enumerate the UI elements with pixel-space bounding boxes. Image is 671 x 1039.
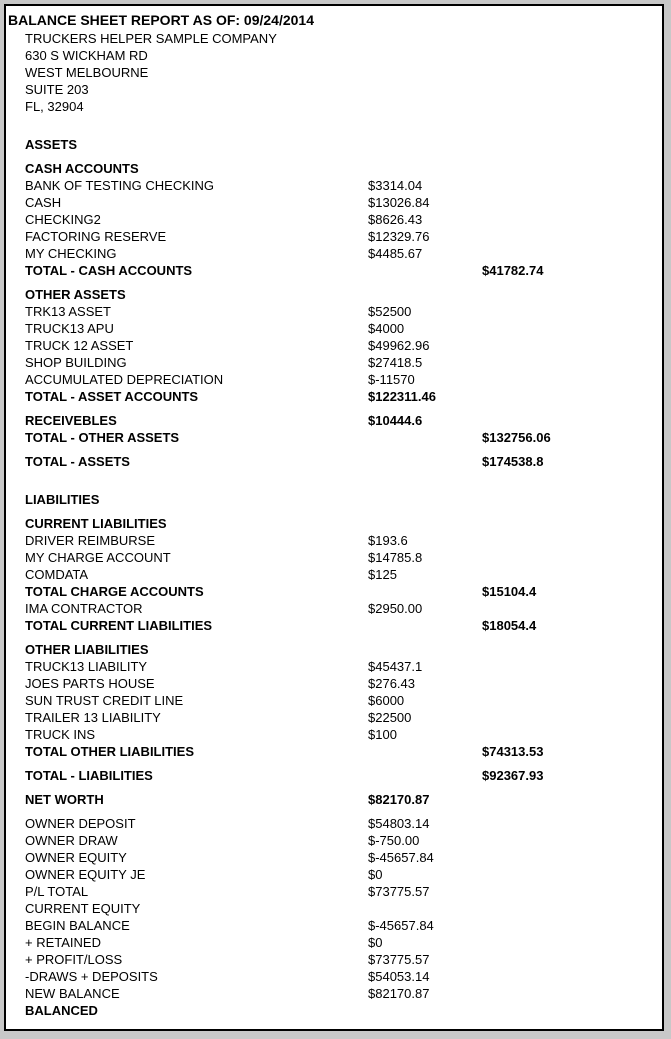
report-row — [6, 532, 662, 549]
row-value-col1: $125 — [368, 567, 397, 582]
report-row — [6, 917, 662, 934]
row-value-col1: $0 — [368, 867, 383, 882]
row-value-col2: $74313.53 — [482, 744, 544, 759]
report-row — [6, 658, 662, 675]
section-group — [6, 815, 662, 1019]
row-value-col1: $73775.57 — [368, 884, 430, 899]
row-value-col1: $193.6 — [368, 533, 408, 548]
row-label: OWNER DRAW — [25, 833, 118, 848]
report-row — [6, 968, 662, 985]
address-line-2: 630 S WICKHAM RD — [25, 48, 148, 63]
section-cash-accounts — [6, 160, 662, 279]
row-label: SUN TRUST CREDIT LINE — [25, 693, 184, 708]
report-row — [6, 1002, 662, 1019]
report-row — [6, 617, 662, 634]
row-value-col1: $100 — [368, 727, 397, 742]
report-row — [6, 600, 662, 617]
report-row — [6, 726, 662, 743]
row-value-col1: $-11570 — [368, 372, 415, 387]
report-row — [6, 429, 662, 446]
row-label: TOTAL CHARGE ACCOUNTS — [25, 584, 204, 599]
row-label: TRUCK 12 ASSET — [25, 338, 134, 353]
report-row — [6, 709, 662, 726]
row-label: TOTAL - ASSETS — [25, 454, 130, 469]
section-group — [6, 791, 662, 808]
report-row — [6, 549, 662, 566]
report-row — [6, 388, 662, 405]
section-group — [6, 412, 662, 446]
row-label: OWNER DEPOSIT — [25, 816, 136, 831]
row-label: OWNER EQUITY JE — [25, 867, 146, 882]
row-value-col1: $-750.00 — [368, 833, 420, 848]
row-value-col1: $52500 — [368, 304, 412, 319]
row-label: TOTAL - LIABILITIES — [25, 768, 153, 783]
report-row — [6, 692, 662, 709]
row-value-col2: $18054.4 — [482, 618, 537, 633]
row-value-col1: $54803.14 — [368, 816, 430, 831]
row-label: MY CHARGE ACCOUNT — [25, 550, 171, 565]
report-row — [6, 228, 662, 245]
report-row — [6, 832, 662, 849]
row-value-col1: $276.43 — [368, 676, 415, 691]
address-line-4: SUITE 203 — [25, 82, 89, 97]
row-value-col1: $122311.46 — [368, 389, 436, 404]
row-label: TRUCK13 LIABILITY — [25, 659, 148, 674]
section-group — [6, 767, 662, 784]
row-label: TOTAL - ASSET ACCOUNTS — [25, 389, 199, 404]
row-label: BALANCED — [25, 1003, 98, 1018]
report-row — [6, 320, 662, 337]
report-row — [6, 583, 662, 600]
row-label: COMDATA — [25, 567, 89, 582]
report-row — [6, 211, 662, 228]
row-value-col1: $-45657.84 — [368, 918, 434, 933]
row-value-col1: $14785.8 — [368, 550, 423, 565]
report-row — [6, 566, 662, 583]
row-label: MY CHECKING — [25, 246, 117, 261]
row-value-col1: $49962.96 — [368, 338, 430, 353]
row-label: TOTAL - OTHER ASSETS — [25, 430, 180, 445]
row-value-col1: $0 — [368, 935, 383, 950]
address-line-5: FL, 32904 — [25, 99, 84, 114]
report-row — [6, 194, 662, 211]
row-label: + RETAINED — [25, 935, 101, 950]
section-other-assets — [6, 286, 662, 405]
report-row — [6, 767, 662, 784]
row-label: FACTORING RESERVE — [25, 229, 167, 244]
report-row — [6, 177, 662, 194]
report-page — [4, 4, 664, 1031]
row-label: -DRAWS + DEPOSITS — [25, 969, 158, 984]
section-heading: CASH ACCOUNTS — [25, 161, 139, 176]
section-current-liabilities — [6, 515, 662, 634]
row-value-col1: $13026.84 — [368, 195, 430, 210]
section-heading: ASSETS — [25, 137, 78, 152]
row-label: P/L TOTAL — [25, 884, 89, 899]
report-row — [6, 262, 662, 279]
report-row — [6, 815, 662, 832]
row-value-col1: $-45657.84 — [368, 850, 434, 865]
row-label: TOTAL CURRENT LIABILITIES — [25, 618, 213, 633]
report-row — [6, 849, 662, 866]
section-heading: OTHER LIABILITIES — [25, 642, 149, 657]
report-row — [6, 985, 662, 1002]
row-value-col1: $4000 — [368, 321, 405, 336]
row-label: SHOP BUILDING — [25, 355, 127, 370]
section-liabilities — [6, 491, 662, 508]
row-value-col1: $3314.04 — [368, 178, 423, 193]
row-label: OWNER EQUITY — [25, 850, 127, 865]
row-label: IMA CONTRACTOR — [25, 601, 143, 616]
row-label: + PROFIT/LOSS — [25, 952, 123, 967]
row-label: DRIVER REIMBURSE — [25, 533, 156, 548]
report-row — [6, 866, 662, 883]
row-value-col1: $73775.57 — [368, 952, 430, 967]
report-row — [6, 245, 662, 262]
row-value-col1: $2950.00 — [368, 601, 423, 616]
report-row — [6, 337, 662, 354]
row-label: RECEIVEBLES — [25, 413, 117, 428]
row-value-col2: $92367.93 — [482, 768, 544, 783]
row-label: TRUCK13 APU — [25, 321, 114, 336]
row-label: BEGIN BALANCE — [25, 918, 130, 933]
row-value-col1: $82170.87 — [368, 792, 430, 807]
report-row — [6, 371, 662, 388]
row-label: TRUCK INS — [25, 727, 96, 742]
report-row — [6, 934, 662, 951]
report-row — [6, 453, 662, 470]
row-label: TRK13 ASSET — [25, 304, 111, 319]
report-row — [6, 951, 662, 968]
report-body — [6, 136, 662, 1019]
address-line-1: TRUCKERS HELPER SAMPLE COMPANY — [25, 31, 277, 46]
row-label: CURRENT EQUITY — [25, 901, 141, 916]
row-value-col2: $15104.4 — [482, 584, 537, 599]
row-value-col1: $8626.43 — [368, 212, 423, 227]
row-value-col1: $10444.6 — [368, 413, 423, 428]
row-value-col1: $22500 — [368, 710, 412, 725]
row-label: CASH — [25, 195, 62, 210]
report-row — [6, 900, 662, 917]
report-row — [6, 412, 662, 429]
row-value-col1: $45437.1 — [368, 659, 423, 674]
section-other-liabilities — [6, 641, 662, 760]
row-label: NEW BALANCE — [25, 986, 120, 1001]
row-value-col1: $82170.87 — [368, 986, 430, 1001]
row-label: ACCUMULATED DEPRECIATION — [25, 372, 224, 387]
row-label: TOTAL OTHER LIABILITIES — [25, 744, 194, 759]
company-address — [6, 30, 662, 115]
row-value-col2: $132756.06 — [482, 430, 551, 445]
row-value-col1: $4485.67 — [368, 246, 423, 261]
section-heading: CURRENT LIABILITIES — [25, 516, 167, 531]
report-row — [6, 675, 662, 692]
section-assets — [6, 136, 662, 153]
section-heading: LIABILITIES — [25, 492, 100, 507]
section-heading: OTHER ASSETS — [25, 287, 126, 302]
row-value-col1: $54053.14 — [368, 969, 430, 984]
row-label: TOTAL - CASH ACCOUNTS — [25, 263, 193, 278]
report-row — [6, 354, 662, 371]
address-line-3: WEST MELBOURNE — [25, 65, 149, 80]
report-title: BALANCE SHEET REPORT AS OF: 09/24/2014 — [8, 12, 315, 28]
row-label: TRAILER 13 LIABILITY — [25, 710, 161, 725]
row-label: JOES PARTS HOUSE — [25, 676, 155, 691]
report-row — [6, 883, 662, 900]
report-row — [6, 303, 662, 320]
row-value-col1: $27418.5 — [368, 355, 423, 370]
row-value-col1: $6000 — [368, 693, 405, 708]
row-label: BANK OF TESTING CHECKING — [25, 178, 215, 193]
report-row — [6, 791, 662, 808]
row-label: CHECKING2 — [25, 212, 101, 227]
section-group — [6, 453, 662, 470]
row-value-col2: $41782.74 — [482, 263, 544, 278]
row-value-col2: $174538.8 — [482, 454, 544, 469]
report-row — [6, 743, 662, 760]
row-value-col1: $12329.76 — [368, 229, 430, 244]
row-label: NET WORTH — [25, 792, 104, 807]
